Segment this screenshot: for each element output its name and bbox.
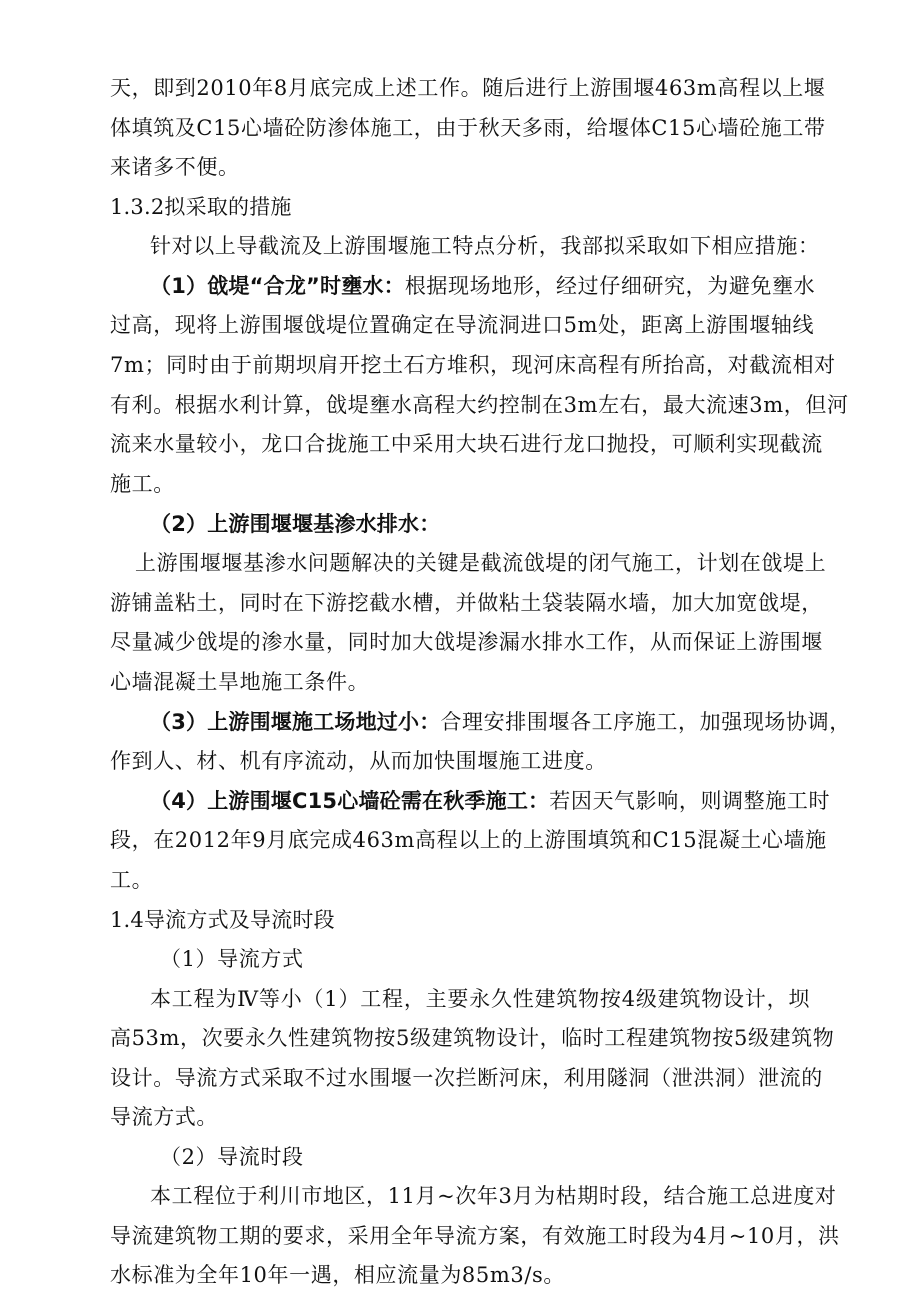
section-heading-1-4: 1.4导流方式及导流时段: [110, 908, 335, 932]
text-line: 有利。根据水利计算，戗堤壅水高程大约控制在3m左右，最大流速3m，但河: [110, 393, 849, 417]
text-line: 设计。导流方式采取不过水围堰一次拦断河床，利用隧洞（泄洪洞）泄流的: [110, 1066, 823, 1090]
text-line: 针对以上导截流及上游围堰施工特点分析，我部拟采取如下相应措施：: [150, 234, 820, 258]
section-heading-1-3-2: 1.3.2拟采取的措施: [110, 195, 292, 219]
text-line: 本工程位于利川市地区，11月~次年3月为枯期时段，结合施工总进度对: [150, 1184, 837, 1208]
text-line: 本工程为Ⅳ等小（1）工程，主要永久性建筑物按4级建筑物设计，坝: [150, 987, 810, 1011]
measure-1-text: 根据现场地形，经过仔细研究，为避免壅水: [404, 274, 816, 298]
subsection-heading: （1）导流方式: [160, 947, 304, 971]
text-line: 尽量减少戗堤的渗水量，同时加大戗堤渗漏水排水工作，从而保证上游围堰: [110, 630, 823, 654]
measure-4-text: 若因天气影响，则调整施工时: [549, 789, 831, 813]
text-line: 过高，现将上游围堰戗堤位置确定在导流洞进口5m处，距离上游围堰轴线: [110, 313, 815, 337]
text-line: 作到人、材、机有序流动，从而加快围堰施工进度。: [110, 749, 607, 773]
text-line: 导流建筑物工期的要求，采用全年导流方案，有效施工时段为4月~10月，洪: [110, 1224, 840, 1248]
measure-3-line: [150, 707, 851, 737]
text-line: 水标准为全年10年一遇，相应流量为85m3/s。: [110, 1263, 565, 1287]
text-line: 天，即到2010年8月底完成上述工作。随后进行上游围堰463m高程以上堰: [110, 76, 826, 100]
subsection-heading: （2）导流时段: [160, 1145, 304, 1169]
measure-1-title: （1）戗堤“合龙”时壅水：: [150, 274, 405, 298]
measure-4-line: [150, 786, 831, 816]
text-line: 来诸多不便。: [110, 155, 240, 179]
text-line: 游铺盖粘土，同时在下游挖截水槽，并做粘土袋装隔水墙，加大加宽戗堤，: [110, 591, 823, 615]
text-line: 7m；同时由于前期坝肩开挖土石方堆积，现河床高程有所抬高，对截流相对: [110, 353, 836, 377]
text-line: 工。: [110, 868, 154, 892]
text-line: 高53m，次要永久性建筑物按5级建筑物设计，临时工程建筑物按5级建筑物: [110, 1026, 835, 1050]
measure-4-title: （4）上游围堰C15心墙砼需在秋季施工：: [150, 789, 550, 813]
measure-3-title: （3）上游围堰施工场地过小：: [150, 710, 441, 734]
measure-1-line: [150, 271, 816, 301]
text-line: 心墙混凝土旱地施工条件。: [110, 670, 370, 694]
text-line: 施工。: [110, 472, 175, 496]
measure-2-title: （2）上游围堰堰基渗水排水：: [150, 512, 441, 536]
text-line: 流来水量较小，龙口合拢施工中采用大块石进行龙口抛投，可顺利实现截流: [110, 432, 823, 456]
text-line: 上游围堰堰基渗水问题解决的关键是截流戗堤的闭气施工，计划在戗堤上: [135, 551, 827, 575]
text-line: 段，在2012年9月底完成463m高程以上的上游围填筑和C15混凝土心墙施: [110, 828, 827, 852]
measure-3-text: 合理安排围堰各工序施工，加强现场协调，: [440, 710, 851, 734]
measure-2-line: [150, 509, 810, 539]
text-line: 体填筑及C15心墙砼防渗体施工，由于秋天多雨，给堰体C15心墙砼施工带: [110, 116, 826, 140]
text-line: 导流方式。: [110, 1105, 218, 1129]
